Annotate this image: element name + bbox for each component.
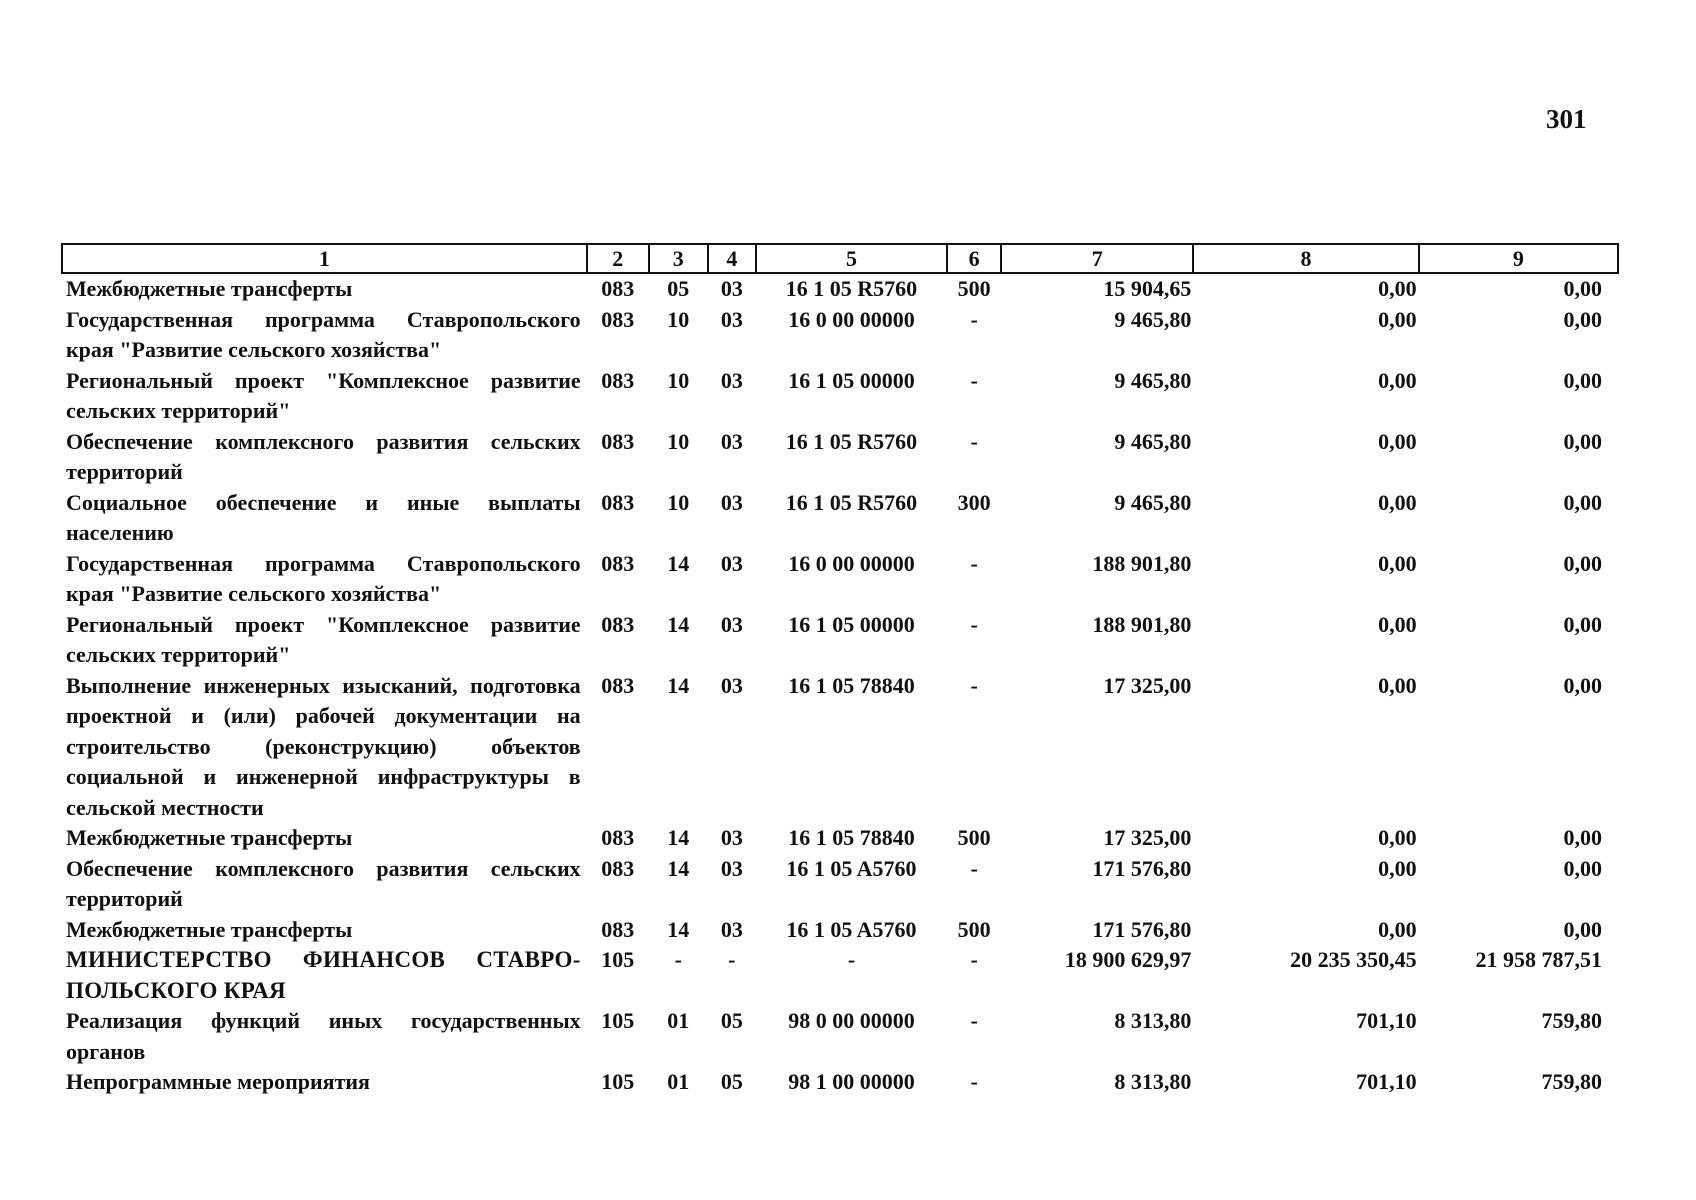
target-article-code: 16 1 05 00000: [788, 367, 915, 393]
amount-col-7: 188 901,80: [1092, 550, 1192, 576]
table-row: [62, 945, 1618, 1006]
amount-col-9: 0,00: [1563, 825, 1602, 850]
target-article-code: 16 1 05 R5760: [785, 428, 918, 454]
amount-col-9: 0,00: [1563, 276, 1602, 301]
section-code: 10: [667, 489, 690, 515]
table-row: [62, 1006, 1618, 1067]
amount-col-9: 759,80: [1541, 1008, 1602, 1033]
section-code: 14: [667, 825, 690, 850]
amount-col-9: 0,00: [1563, 672, 1602, 698]
section-code: -: [674, 947, 682, 972]
subsection-code: 03: [720, 611, 743, 637]
amount-col-8: 0,00: [1378, 855, 1417, 881]
column-header-8: 8: [1193, 244, 1418, 273]
amount-col-7: 17 325,00: [1103, 672, 1192, 698]
amount-col-8: 701,10: [1356, 1008, 1417, 1033]
ministry-code: 083: [601, 306, 635, 332]
table-row: [62, 671, 1618, 824]
amount-col-7: 9 465,80: [1114, 428, 1192, 454]
target-article-code: 16 1 05 00000: [788, 611, 915, 637]
subsection-code: 03: [720, 672, 743, 698]
ministry-code: 083: [601, 611, 635, 637]
amount-col-7: 9 465,80: [1114, 306, 1192, 332]
target-article-code: 16 1 05 78840: [788, 672, 915, 698]
column-header-4: 4: [708, 244, 756, 273]
amount-col-8: 0,00: [1378, 672, 1417, 698]
column-header-1: 1: [62, 244, 587, 273]
target-article-code: 16 0 00 00000: [788, 550, 915, 576]
amount-col-7: 171 576,80: [1092, 855, 1192, 881]
section-code: 14: [667, 611, 690, 637]
expense-type-code: 500: [957, 916, 991, 942]
ministry-code: 083: [601, 825, 635, 850]
amount-col-7: 188 901,80: [1092, 611, 1192, 637]
expense-type-code: -: [970, 550, 978, 576]
ministry-code: 083: [601, 672, 635, 698]
target-article-code: -: [847, 947, 856, 972]
target-article-code: 16 1 05 78840: [788, 825, 915, 850]
table-row: [62, 366, 1618, 427]
ministry-code: 105: [601, 1008, 635, 1033]
section-code: 14: [667, 550, 690, 576]
subsection-code: 03: [720, 367, 743, 393]
table-row: [62, 823, 1618, 854]
amount-col-9: 0,00: [1563, 855, 1602, 881]
expense-type-code: -: [970, 855, 978, 881]
table-row: [62, 427, 1618, 488]
ministry-code: 083: [601, 550, 635, 576]
target-article-code: 16 1 05 A5760: [786, 916, 917, 942]
amount-col-7: 9 465,80: [1114, 489, 1192, 515]
column-header-6: 6: [947, 244, 1001, 273]
subsection-code: 03: [720, 855, 743, 881]
amount-col-7: 9 465,80: [1114, 367, 1192, 393]
ministry-code: 105: [601, 1069, 635, 1094]
table-row: [62, 488, 1618, 549]
row-name: Государственная программа Ставропольского края "Развитие сельского хозяйства": [66, 550, 581, 606]
ministry-code: 083: [601, 916, 635, 942]
amount-col-8: 0,00: [1378, 428, 1417, 454]
subsection-code: 03: [720, 550, 743, 576]
amount-col-7: 8 313,80: [1114, 1008, 1192, 1033]
subsection-code: 05: [720, 1008, 743, 1033]
amount-col-9: 21 958 787,51: [1475, 947, 1602, 972]
subsection-code: 03: [720, 306, 743, 332]
target-article-code: 16 0 00 00000: [788, 306, 915, 332]
subsection-code: 03: [720, 825, 743, 850]
expense-type-code: -: [970, 947, 978, 972]
expense-type-code: -: [970, 428, 978, 454]
amount-col-8: 0,00: [1378, 916, 1417, 942]
ministry-code: 083: [601, 428, 635, 454]
column-header-3: 3: [649, 244, 708, 273]
subsection-code: -: [728, 947, 736, 972]
ministry-code: 083: [601, 489, 635, 515]
amount-col-8: 0,00: [1378, 367, 1417, 393]
amount-col-9: 759,80: [1541, 1069, 1602, 1094]
table-row: [62, 915, 1618, 946]
expense-type-code: -: [970, 306, 978, 332]
column-header-2: 2: [587, 244, 649, 273]
section-code: 10: [667, 367, 690, 393]
section-code: 10: [667, 428, 690, 454]
expense-type-code: 300: [957, 489, 991, 515]
target-article-code: 98 0 00 00000: [788, 1008, 915, 1033]
amount-col-9: 0,00: [1563, 367, 1602, 393]
section-code: 14: [667, 855, 690, 881]
row-name: Непрограммные мероприятия: [66, 1069, 370, 1094]
row-name: Региональный проект "Комплексное развитие сельских территорий": [66, 611, 581, 667]
section-code: 10: [667, 306, 690, 332]
table-row: [62, 1067, 1618, 1098]
amount-col-7: 171 576,80: [1092, 916, 1192, 942]
expense-type-code: 500: [957, 825, 991, 850]
row-name: Социальное обеспечение и иные выплаты населению: [66, 489, 581, 545]
ministry-code: 105: [601, 947, 635, 972]
column-header-7: 7: [1001, 244, 1193, 273]
section-code: 05: [667, 276, 690, 301]
ministry-code: 083: [601, 367, 635, 393]
amount-col-7: 8 313,80: [1114, 1069, 1192, 1094]
amount-col-7: 17 325,00: [1103, 825, 1192, 850]
amount-col-8: 701,10: [1356, 1069, 1417, 1094]
amount-col-9: 0,00: [1563, 916, 1602, 942]
amount-col-8: 0,00: [1378, 611, 1417, 637]
table-row: [62, 610, 1618, 671]
section-code: 14: [667, 916, 690, 942]
table-row: [62, 273, 1618, 305]
amount-col-8: 0,00: [1378, 489, 1417, 515]
row-name: МИНИСТЕРСТВО ФИНАНСОВ СТАВРО-ПОЛЬСКОГО КРАЯ: [66, 947, 581, 1003]
amount-col-8: 0,00: [1378, 825, 1417, 850]
expense-type-code: -: [970, 1069, 978, 1094]
target-article-code: 16 1 05 R5760: [785, 489, 918, 515]
amount-col-7: 18 900 629,97: [1064, 947, 1192, 972]
table-row: [62, 305, 1618, 366]
target-article-code: 98 1 00 00000: [788, 1069, 915, 1094]
expense-type-code: -: [970, 611, 978, 637]
amount-col-7: 15 904,65: [1103, 276, 1192, 301]
table-row: [62, 854, 1618, 915]
amount-col-9: 0,00: [1563, 306, 1602, 332]
expense-type-code: -: [970, 1008, 978, 1033]
amount-col-9: 0,00: [1563, 611, 1602, 637]
row-name: Региональный проект "Комплексное развитие сельских территорий": [66, 367, 581, 423]
page-number: 301: [1546, 104, 1587, 134]
expense-type-code: -: [970, 672, 978, 698]
amount-col-9: 0,00: [1563, 550, 1602, 576]
amount-col-8: 20 235 350,45: [1290, 947, 1417, 972]
budget-table: [61, 243, 1619, 1098]
row-name: Межбюджетные трансферты: [66, 916, 353, 942]
expense-type-code: -: [970, 367, 978, 393]
target-article-code: 16 1 05 R5760: [785, 276, 918, 301]
row-name: Межбюджетные трансферты: [66, 276, 353, 301]
column-number-header-row: [62, 244, 1618, 273]
row-name: Реализация функций иных государственных органов: [66, 1008, 581, 1064]
amount-col-9: 0,00: [1563, 489, 1602, 515]
amount-col-9: 0,00: [1563, 428, 1602, 454]
ministry-code: 083: [601, 855, 635, 881]
subsection-code: 03: [720, 916, 743, 942]
row-name: Государственная программа Ставропольского края "Развитие сельского хозяйства": [66, 306, 581, 362]
target-article-code: 16 1 05 A5760: [786, 855, 917, 881]
column-header-9: 9: [1419, 244, 1618, 273]
subsection-code: 03: [720, 276, 743, 301]
row-name: Межбюджетные трансферты: [66, 825, 353, 850]
subsection-code: 03: [720, 489, 743, 515]
amount-col-8: 0,00: [1378, 550, 1417, 576]
expense-type-code: 500: [957, 276, 991, 301]
row-name: Обеспечение комплексного развития сельских территорий: [66, 428, 581, 484]
section-code: 14: [667, 672, 690, 698]
amount-col-8: 0,00: [1378, 306, 1417, 332]
subsection-code: 05: [720, 1069, 743, 1094]
section-code: 01: [667, 1008, 690, 1033]
amount-col-8: 0,00: [1378, 276, 1417, 301]
column-header-5: 5: [756, 244, 947, 273]
row-name: Обеспечение комплексного развития сельских территорий: [66, 855, 581, 911]
subsection-code: 03: [720, 428, 743, 454]
section-code: 01: [667, 1069, 690, 1094]
row-name: Выполнение инженерных изысканий, подготовка проектной и (или) рабочей документации на строительство (реконструкцию) объектов социальной и инженерной инфраструктуры в сельской местности: [66, 672, 581, 820]
ministry-code: 083: [601, 276, 635, 301]
table-row: [62, 549, 1618, 610]
